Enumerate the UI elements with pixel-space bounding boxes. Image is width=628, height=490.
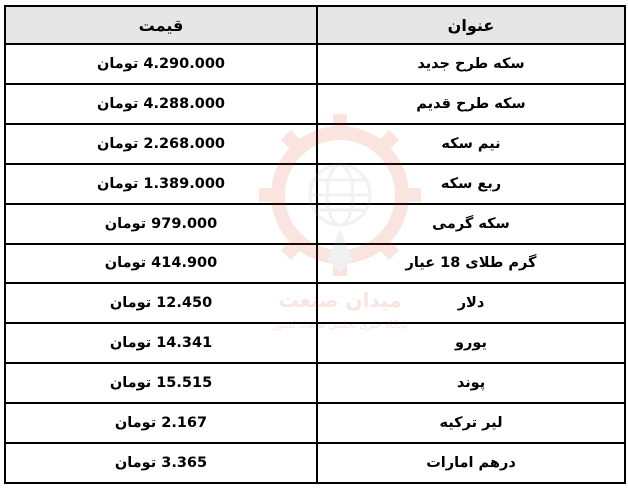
row-price: 3.365 تومان <box>5 443 317 483</box>
row-title: گرم طلای 18 عیار <box>317 244 625 284</box>
row-title: پوند <box>317 363 625 403</box>
row-title: نیم سکه <box>317 124 625 164</box>
row-title: درهم امارات <box>317 443 625 483</box>
table-row <box>5 44 625 84</box>
table-body <box>5 44 625 483</box>
row-price: 4.288.000 تومان <box>5 84 317 124</box>
table-row <box>5 363 625 403</box>
header-price: قیمت <box>5 6 317 44</box>
table-row <box>5 204 625 244</box>
table-row <box>5 84 625 124</box>
watermark-name: میدان صنعت <box>278 288 402 312</box>
watermark-tagline: پایگاه خبری تحلیلی صنعت کشور <box>272 320 408 331</box>
table-header <box>5 6 625 44</box>
table-row <box>5 244 625 284</box>
row-price: 15.515 تومان <box>5 363 317 403</box>
row-title: سکه طرح جدید <box>317 44 625 84</box>
row-price: 414.900 تومان <box>5 244 317 284</box>
row-title: سکه طرح قدیم <box>317 84 625 124</box>
row-price: 979.000 تومان <box>5 204 317 244</box>
table-row <box>5 124 625 164</box>
row-title: دلار <box>317 283 625 323</box>
table-row <box>5 323 625 363</box>
price-table <box>4 5 626 484</box>
table-row <box>5 403 625 443</box>
table-row <box>5 443 625 483</box>
row-title: ربع سکه <box>317 164 625 204</box>
row-price: 14.341 تومان <box>5 323 317 363</box>
row-title: یورو <box>317 323 625 363</box>
row-price: 4.290.000 تومان <box>5 44 317 84</box>
row-price: 1.389.000 تومان <box>5 164 317 204</box>
table-row <box>5 283 625 323</box>
row-title: سکه گرمی <box>317 204 625 244</box>
header-title: عنوان <box>317 6 625 44</box>
row-price: 12.450 تومان <box>5 283 317 323</box>
header-row <box>5 6 625 44</box>
table-row <box>5 164 625 204</box>
row-price: 2.268.000 تومان <box>5 124 317 164</box>
row-title: لیر ترکیه <box>317 403 625 443</box>
row-price: 2.167 تومان <box>5 403 317 443</box>
